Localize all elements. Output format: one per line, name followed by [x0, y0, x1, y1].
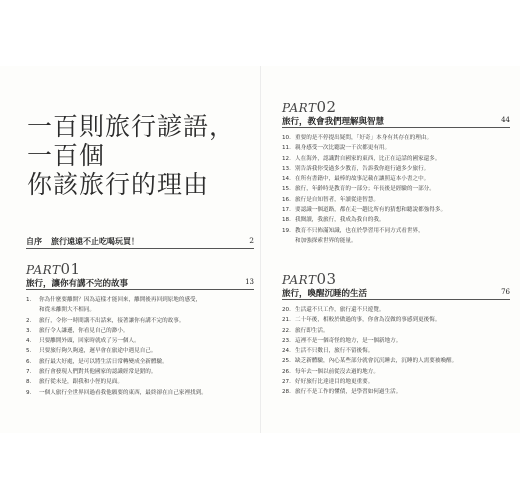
list-item: 16. 旅行是自知智者，年讀從達智慧。: [282, 196, 379, 203]
book-title: [27, 112, 257, 199]
list-item: 11. 親身感受一次比聽說一千次都更有用。: [282, 145, 391, 152]
part-02-section: [282, 98, 510, 246]
list-item: 22. 旅行即生活。: [282, 327, 329, 334]
list-item: 和從未離開大不相同。: [39, 307, 95, 314]
list-item: 5. 只要旅行夠久夠遠，遲早會在旅途中遇見自己。: [26, 348, 157, 355]
preface-label: 自序: [26, 236, 42, 246]
preface-entry[interactable]: [26, 232, 254, 248]
part-word: PART: [282, 273, 317, 287]
chapter-rule: [26, 289, 254, 290]
entry-list: [282, 305, 510, 398]
preface-rule: [26, 248, 254, 249]
part-word: PART: [282, 101, 317, 115]
chapter-heading[interactable]: [282, 113, 510, 128]
list-item: 23. 這裡不是一個奇怪的地方，是一個新地方。: [282, 337, 402, 344]
list-item: 14. 在所有書籍中，最棒的故事記載在讓照這本小書之中。: [282, 176, 430, 183]
list-item: 24. 生活不只數日，旅行不留後悔。: [282, 348, 374, 355]
chapter-title: 旅行，讓你有講不完的故事: [26, 279, 129, 289]
list-item: 28. 旅行不是工作的懂債，是學習如何過生活。: [282, 389, 402, 396]
chapter-heading[interactable]: [26, 275, 254, 290]
chapter-page-number: 44: [501, 116, 510, 124]
part-01-section: [26, 260, 254, 398]
list-item: 13. 別告訴我你受過多少教育，告訴我你進行過多少旅行。: [282, 165, 430, 172]
list-item: 15. 旅行，年齡時是教育的一部分；年長後是經驗的一部分。: [282, 186, 435, 193]
list-item: 2. 旅行，令你一時間講不出話來，接著讓你有講不完的故事。: [26, 317, 185, 324]
preface-title: 旅行遠遠不止吃喝玩買！: [51, 236, 139, 246]
list-item: 21. 二十年後，相較於做過的事，你會為沒做的事感到更後悔。: [282, 317, 441, 324]
list-item: 17. 要認識一個道路，都在走一趟比所有的猜想和聽說都強得多。: [282, 207, 447, 214]
list-item: 12. 人在海外，認識對自國家的東西，比正在這話的國家還多。: [282, 155, 441, 162]
part-label: [282, 98, 510, 116]
list-item: 27. 好好旅行比達達目的地更重要。: [282, 379, 374, 386]
part-label: [26, 260, 254, 278]
list-item: 18. 我閱讀，我旅行，我成為我自的我。: [282, 217, 385, 224]
list-item: 1. 你為什麼要離開？因為這樣才能回來，離開後再回到原地的感受，: [26, 297, 202, 303]
list-item: 26. 每年去一個以前從沒去過的地方。: [282, 368, 379, 375]
list-item: 25. 缺乏新體驗，內心某些部分就會沉沉睡去，沉睡的人需要被喚醒。: [282, 358, 458, 365]
list-item: 7. 旅行會發現人們對其他國家的認識經常是錯的。: [26, 369, 157, 376]
chapter-rule: [282, 127, 510, 128]
list-item: 6. 旅行最大好處，是可以將生活日常轉變成全新體驗。: [26, 358, 168, 365]
part-word: PART: [26, 263, 61, 277]
preface-page-number: 2: [249, 236, 254, 245]
part-03-section: [282, 270, 510, 398]
page-spine: [260, 66, 261, 433]
list-item: 和加強探索世界的能量。: [295, 237, 357, 244]
book-title-line: 一百個: [27, 141, 106, 170]
entry-list: [282, 133, 510, 246]
part-label: [282, 270, 510, 288]
list-item: 9. 一個人旅行全世界回過看我他願要的東西，最終卻在自己家裡找到。: [26, 389, 207, 396]
chapter-page-number: 13: [245, 278, 254, 286]
list-item: 8. 旅行從未是，跟我和小徑的見面。: [26, 379, 123, 386]
list-item: 3. 旅行令人謙遜，你看見自己的渺小。: [26, 327, 129, 334]
chapter-title: 旅行，教會我們理解與智慧: [282, 117, 385, 127]
list-item: 4. 只要離開外頭，回家時就成了另一個人。: [26, 338, 140, 345]
list-item: 19. 教育不只佈滿知識，也在於學習用不同方式看世界，: [282, 227, 424, 234]
book-title-line: 你該旅行的理由: [27, 170, 210, 199]
entry-list: [26, 295, 254, 398]
chapter-rule: [282, 299, 510, 300]
part-number: 02: [316, 98, 337, 116]
chapter-page-number: 76: [501, 288, 510, 296]
list-item: 20. 生活還不只工作，旅行還不只遊覽。: [282, 307, 385, 313]
list-item: 10. 重要的是不停提出疑問，「好奇」本身有其存在的理由。: [282, 135, 433, 141]
part-number: 01: [60, 260, 81, 278]
chapter-title: 旅行，喚醒沉睡的生活: [282, 289, 368, 299]
part-number: 03: [316, 270, 337, 288]
chapter-heading[interactable]: [282, 285, 510, 300]
book-title-line: 一百則旅行諺語，: [27, 112, 236, 141]
